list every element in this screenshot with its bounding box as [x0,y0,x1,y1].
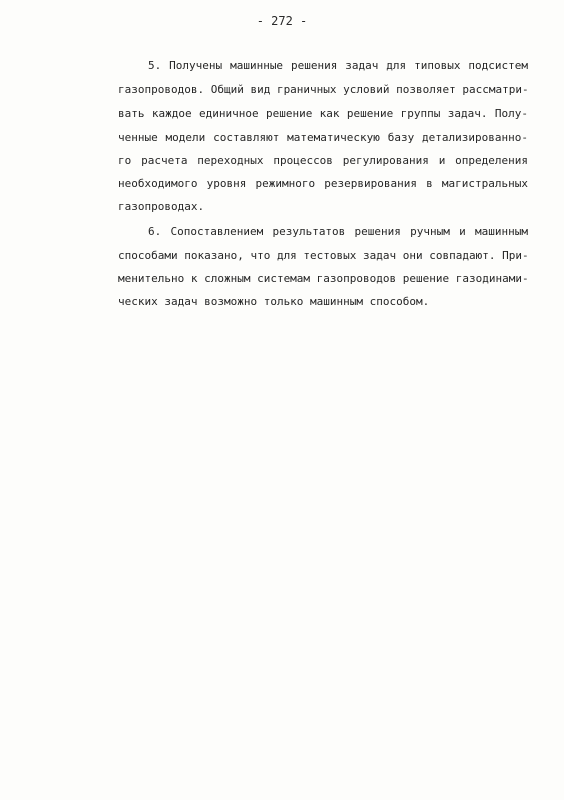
paragraph-5-line-4: ченные модели составляют математическую базу детализированно- [118,131,528,144]
paragraph-5-line-7: газопроводах. [118,200,205,213]
paragraph-5-line-6: необходимого уровня режимного резервирования в магистральных [118,177,528,190]
page-number: - 272 - [256,14,308,28]
paragraph-5-line-1: 5. Получены машинные решения задач для типовых подсистем [148,59,528,72]
paragraph-5-line-5: го расчета переходных процессов регулирования и определения [118,154,528,167]
paragraph-5-line-3: вать каждое единичное решение как решение группы задач. Полу- [118,107,528,120]
paragraph-6-line-3: менительно к сложным системам газопроводов решение газодинами- [118,272,529,285]
paragraph-6-line-4: ческих задач возможно только машинным способом. [118,295,430,308]
paragraph-5-line-2: газопроводов. Общий вид граничных условий позволяет рассматри- [118,83,529,96]
paragraph-6-line-2: способами показано, что для тестовых задач они совпадают. При- [118,249,529,262]
paragraph-6-line-1: 6. Сопоставлением результатов решения ручным и машинным [148,225,528,238]
